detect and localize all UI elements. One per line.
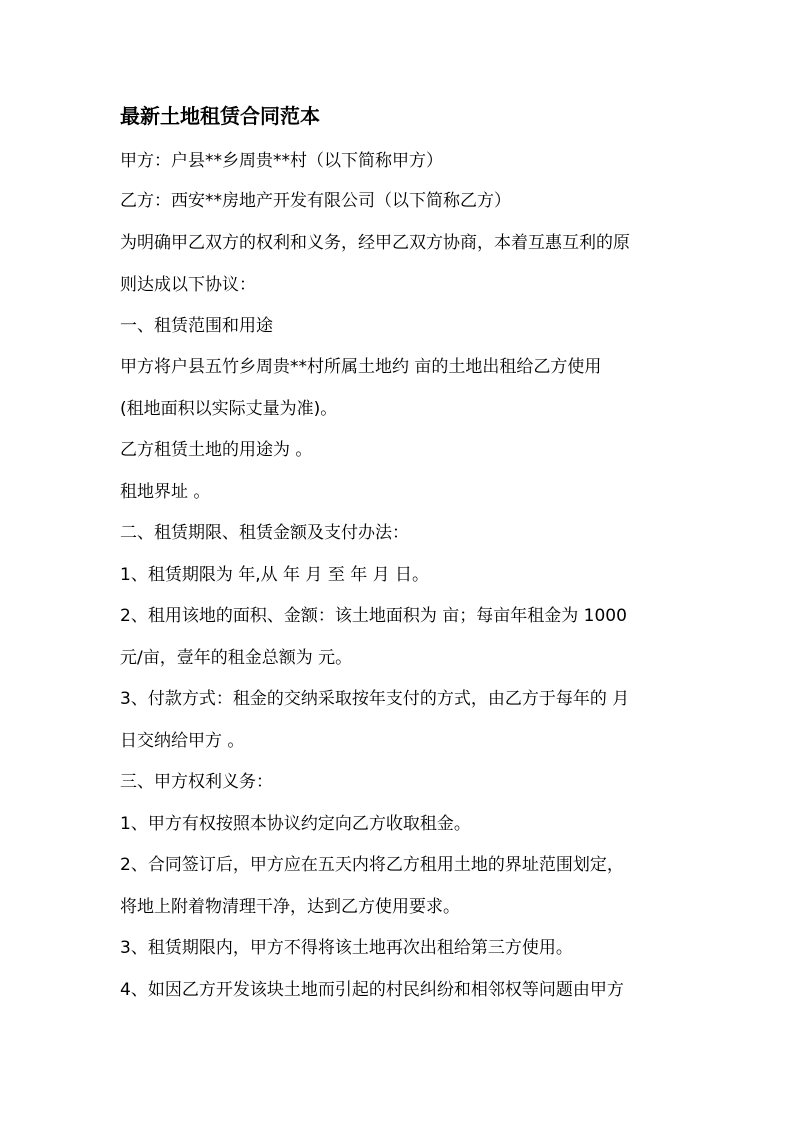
preamble-line-2: 则达成以下协议： (120, 275, 256, 295)
section-2-item-2-cont: 元/亩，壹年的租金总额为 元。 (120, 648, 353, 668)
section-3-item-2: 2、合同签订后，甲方应在五天内将乙方租用土地的界址范围划定， (120, 855, 624, 875)
preamble-line-1: 为明确甲乙双方的权利和义务，经甲乙双方协商，本着互惠互利的原 (120, 233, 630, 253)
section-3-heading: 三、甲方权利义务： (120, 772, 273, 792)
section-3-item-1: 1、甲方有权按照本协议约定向乙方收取租金。 (120, 814, 471, 834)
section-2-item-2: 2、租用该地的面积、金额：该土地面积为 亩；每亩年租金为 1000 (120, 606, 627, 626)
section-3-item-4: 4、如因乙方开发该块土地而引起的村民纠纷和相邻权等问题由甲方 (120, 980, 624, 1000)
section-1-usage: 乙方租赁土地的用途为 。 (120, 440, 313, 460)
section-2-heading: 二、租赁期限、租赁金额及支付办法： (120, 523, 409, 543)
section-1-heading: 一、租赁范围和用途 (120, 316, 273, 336)
section-1-text-1: 甲方将户县五竹乡周贵**村所属土地约 亩的土地出租给乙方使用 (120, 357, 602, 377)
section-1-boundary: 租地界址 。 (120, 482, 211, 502)
section-2-item-3-cont: 日交纳给甲方 。 (120, 731, 245, 751)
section-2-item-1: 1、租赁期限为 年,从 年 月 至 年 月 日。 (120, 565, 430, 585)
party-a-line: 甲方：户县**乡周贵**村（以下简称甲方） (120, 151, 443, 171)
section-1-text-2: (租地面积以实际丈量为准)。 (120, 399, 338, 419)
document-title: 最新土地租赁合同范本 (120, 104, 320, 128)
section-2-item-3: 3、付款方式：租金的交纳采取按年支付的方式，由乙方于每年的 月 (120, 689, 630, 709)
section-3-item-3: 3、租赁期限内，甲方不得将该土地再次出租给第三方使用。 (120, 938, 573, 958)
section-3-item-2-cont: 将地上附着物清理干净，达到乙方使用要求。 (120, 897, 460, 917)
party-b-line: 乙方：西安**房地产开发有限公司（以下简称乙方） (120, 191, 511, 211)
